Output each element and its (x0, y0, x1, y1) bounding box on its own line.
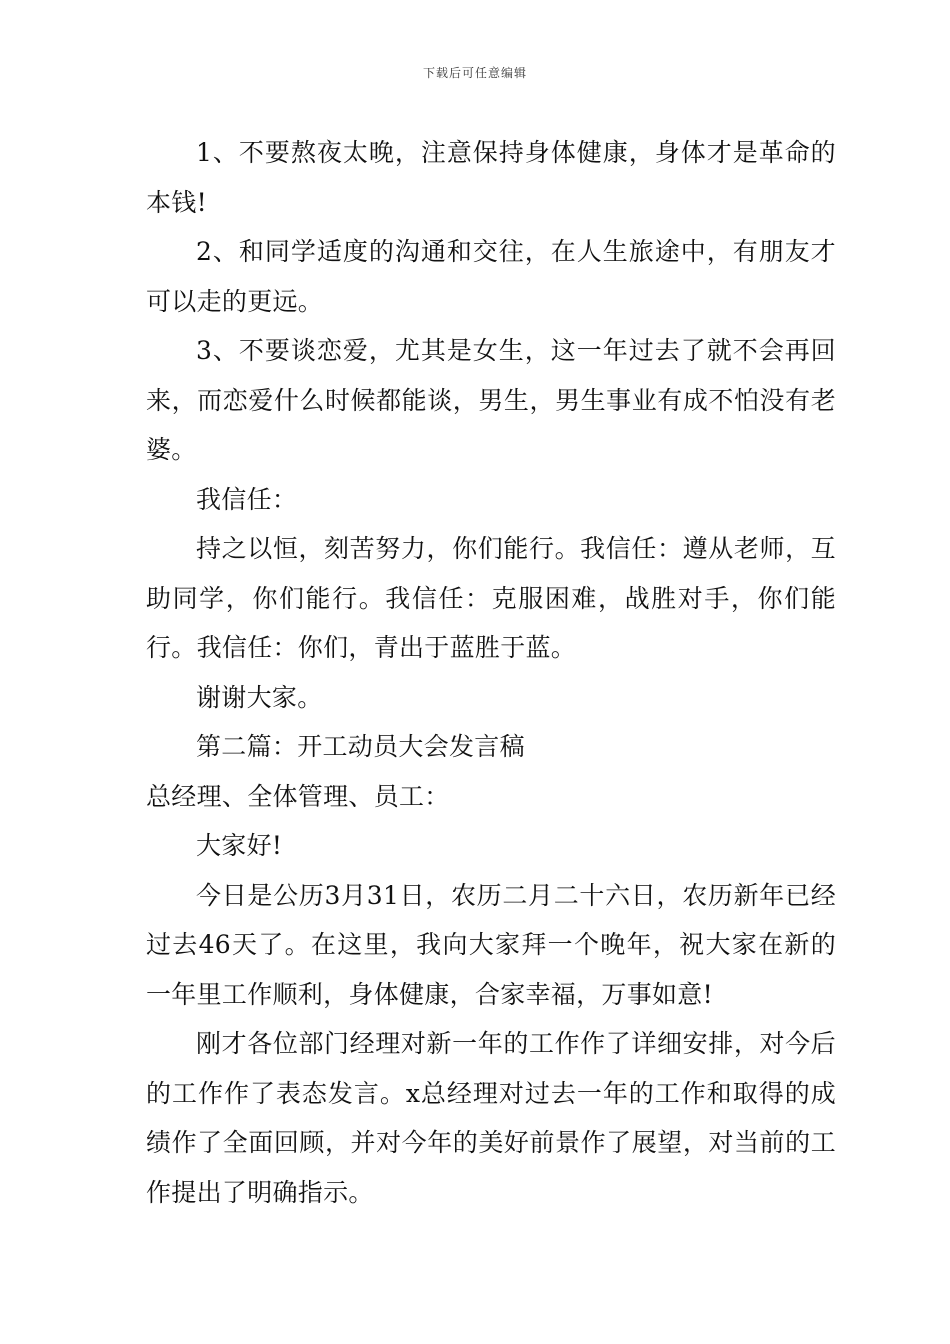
paragraph-tip-2: 2、和同学适度的沟通和交往，在人生旅途中，有朋友才可以走的更远。 (146, 237, 836, 316)
document-body (146, 128, 836, 1217)
section-title-part-two: 第二篇：开工动员大会发言稿 (196, 732, 525, 761)
paragraph-salutation: 总经理、全体管理、员工： (146, 781, 450, 811)
page-header-note: 下载后可任意编辑 (422, 66, 527, 80)
paragraph-work-review: 刚才各位部门经理对新一年的工作作了详细安排，对今后的工作作了表态发言。x总经理对过去一年的工作和取得的成绩作了全面回顾，并对今年的美好前景作了展望，对当前的工作提出了明确指示。 (146, 1029, 836, 1207)
paragraph-date-wishes: 今日是公历3月31日，农历二月二十六日，农历新年已经过去46天了。在这里，我向大家拜一个晚年，祝大家在新的一年里工作顺利，身体健康，合家幸福，万事如意! (146, 880, 836, 1009)
paragraph-tip-1: 1、不要熬夜太晚，注意保持身体健康，身体才是革命的本钱! (146, 138, 836, 217)
paragraph-greeting: 大家好! (196, 831, 283, 860)
paragraph-thanks: 谢谢大家。 (196, 682, 323, 712)
paragraph-tip-3: 3、不要谈恋爱，尤其是女生，这一年过去了就不会再回来，而恋爱什么时候都能谈，男生，男生事业有成不怕没有老婆。 (146, 336, 836, 464)
paragraph-i-trust-body: 持之以恒，刻苦努力，你们能行。我信任：遵从老师，互助同学，你们能行。我信任：克服困难，战胜对手，你们能行。我信任：你们，青出于蓝胜于蓝。 (146, 534, 836, 662)
paragraph-i-trust-heading: 我信任： (196, 484, 298, 514)
